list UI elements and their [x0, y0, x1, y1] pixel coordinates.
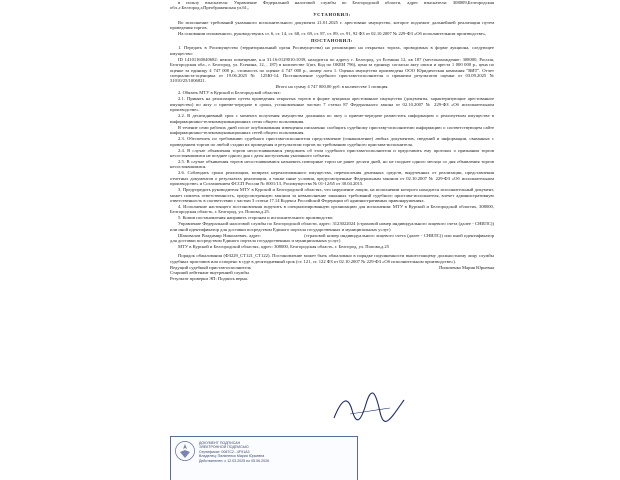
recipient-2-rest: (страховой номер индивидуального лицевого счета (далее - СНИЛС)) или иной идентификатор для доставки посредством Единого портала государственных и муниципальных услуг) [170, 232, 494, 244]
stamp-line-1: ДОКУМЕНТ ПОДПИСАН [199, 441, 241, 445]
item-1: 1. Передать в Росимущество (территориальный орган Росимущества) на реализацию на открытых торгах, проводимых в форме аукциона, следующее имущество: [170, 45, 494, 56]
signer-name: Пилипенко Мария Юрьевна [439, 264, 494, 270]
recipient-1: Управление Федеральной налоговой службы по Белгородской области, адрес: 3123022024 (страховой номер индивидуального лицевого счета (далее - СНИЛС)) или иной идентификатор для доставки посредством Единого портала государственных и муниципальных услуг) [170, 221, 494, 232]
resolved-heading: ПОСТАНОВИЛ: [310, 38, 353, 44]
item-4: 4. Исполнение настоящего постановления поручить в специализированную организацию для исполнения: МТУ в Курской и Белгородской областях, 308000, Белгородская область, г. Белгород, ул. Попова,д.25. [170, 203, 494, 215]
signer-rank: Старший лейтенант внутренней службы [170, 269, 249, 275]
document-body [170, 0, 494, 282]
appeal-text: Порядок обжалования (ФЗ229_СТ121_СТ122). Постановление может быть обжаловано в порядке подчиненности вышестоящему должностному лицу службы судебных приставов или оспорено в суде в десятидневный срок (ст. 121, ст. 122 ФЗ от 02.10.2007 № 229-ФЗ «Об исполнительном производстве»). [170, 253, 494, 264]
handwritten-signature [330, 390, 410, 426]
item-2-1: 2.1. Принять на реализацию путем проведения открытых торгов в форме аукциона арестованное имущество (документы, характеризующие арестованное имущество) по акту о приеме-передаче в сроки, установленные частью 7 статьи 87 Федерального закона от 02.10.2007 № 229-ФЗ «Об исполнительном производстве». [170, 96, 494, 113]
item-2-6: 2.6. Соблюдать сроки реализации, возврата нереализованного имущества, перечисления денежных средств, вырученных от реализации, представления отчетных документов о результатах реализации, а также иные условия, предусмотренные Федеральным законом от 02.10.2007 № 229-ФЗ «Об исполнительном производстве» и Соглашением ФССП России № 0001/13, Росимущества № 01-12/65 от 30.04.2015. [170, 170, 494, 187]
basis-text: На основании изложенного, руководствуясь ст. 6, ст. 14, ст. 68, ст. 69, ст. 87, ст. 89, ст. 91, 92 ФЗ от 02.10.2007 № 229-ФЗ «Об исполнительном производстве», [178, 31, 487, 37]
established-text: Во исполнение требований указанного исполнительного документа 21.01.2025 г. арестовано имущество, которое подлежит дальнейшей реализации путем проведения торгов. [170, 19, 494, 31]
item-2-2b: В течение семи рабочих дней после опубликования извещения письменно сообщить судебному приставу-исполнителю информацию о соответствующем сайте информационно-телекоммуникационных сетей общего пользования. [170, 124, 494, 136]
signature-check-result: Результат проверки ЭП: Подпись верна. [170, 275, 249, 281]
signer-title: Ведущий судебный пристав-исполнитель [170, 264, 252, 270]
electronic-signature-stamp [170, 436, 358, 480]
emblem-icon [174, 440, 196, 462]
item-2-5: 2.5. В случае объявления торгов несостоявшимися назначить повторные торги не ранее десяти дней, но не позднее одного месяца со дня объявления торгов несостоявшимися. [170, 158, 494, 170]
item-2: 2. Обязать МТУ в Курской и Белгородской областях: [178, 90, 281, 96]
stamp-line-4: Владелец: Пилипенко Мария Юрьевна [199, 454, 265, 459]
item-5: 5. Копии постановления направить сторонам и исполнительного производства: [178, 215, 334, 221]
creditor-line: в пользу взыскателя: Управление Федеральной налоговой службы по Белгородской области, адрес взыскателя: 308009,Белгородская обл.,г.Белгород,г,Преображенская ул,61,, [170, 0, 494, 11]
recipient-2 [170, 233, 494, 244]
item-2-3: 2.3. Обеспечить по требованию судебного пристава-исполнителя представление (ознакомление) любых документов, сведений и информации, связанных с проведением торгов по любой стадии их проведения и результатам торгов по требованию судебного пристава-исполнителя. [170, 136, 494, 147]
property-description: ID 14101160040682: нежил помещение, к.н 31:16:0129010:1039, находится по адресу г. Белгород, ул Есенина 12, кв 187 (местонахождение: 308000, Россия, Белгородская обл., г. Белгород, ул. Есенина, 12, , 187) в количестве 1(шт, Код по ОКЕИ 796), цена за единицу согласно акту описи и ареста 1 000 000 р., цена по оценке за единицу 4 747 000 р., стоимость по оценке 4 747 000 р., номер лота 1. Оценка имущества произведена ООО Юридическая компания "ВИТ". Отчет специалиста-оценщика от 19.06.2025 № 125Ю-14. Постановление судебного пристава-исполнителя о принятии результатов оценки от 03.09.2025 № 31010/25/1006821. [170, 56, 494, 84]
stamp-line-2: ЭЛЕКТРОННОЙ ПОДПИСЬЮ [199, 445, 249, 450]
stamp-line-5: Действителен: с 12.03.2025 по 05.06.2026 [199, 458, 270, 463]
item-3: 3. Предупредить руководителя МТУ в Курской и Белгородской областях, что нарушение лицом, на исполнении которого находится исполнительный документ, может повлечь ответственность, предусмотренную законом за невыполнение законных требований судебного пристава-исполнителя, влечет административную ответственность в соответствии с частью 3 статьи 17.14 Кодекса Российской Федерации об административных правонарушениях. [170, 187, 494, 203]
total-line: Итого на сумму 4 747 000,00 руб. в количестве 1 позиция. [275, 84, 389, 90]
stamp-line-3: Сертификат: 0087C2...4F91A3 [199, 449, 250, 454]
item-2-4: 2.4. В случае объявления торгов несостоявшимися уведомить об этом судебного пристава-исполнителя и представить ему протокол о признании торгов несостоявшимися не позднее одного дня с даты наступления указанного события. [170, 147, 494, 158]
established-heading: УСТАНОВИЛ: [313, 12, 351, 18]
recipient-3: МТУ в Курской и Белгородской областях, адрес: 308000, Белгородская область, г. Белгород, ул. Попова,д.25 [178, 244, 390, 250]
item-2-2: 2.2. В десятидневный срок с момента получения имущества должника по акту о приеме-передаче разместить информацию о реализуемом имуществе в информационно-телекоммуникационных сетях общего пользования. [170, 113, 494, 124]
recipient-2-name: Шаповалов Владимир Николаевич, адрес: [178, 232, 262, 238]
